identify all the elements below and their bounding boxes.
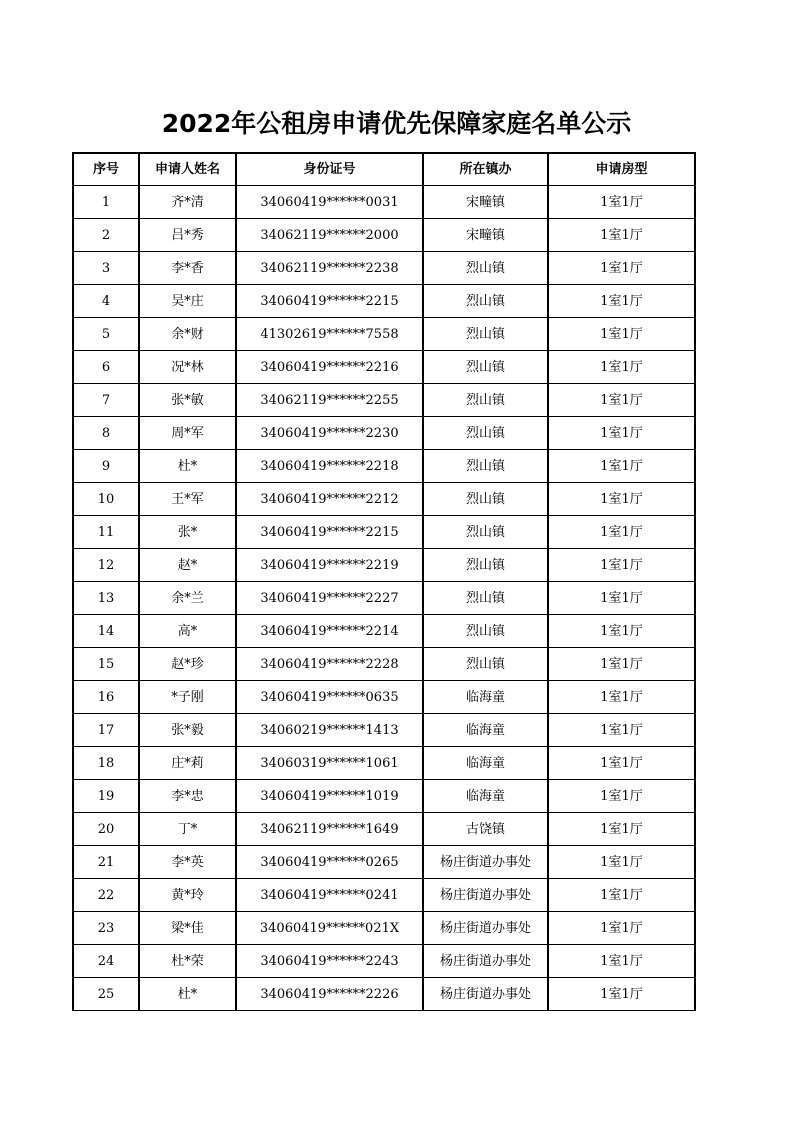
cell-room-type: 1室1厅	[547, 384, 696, 417]
cell-room-type: 1室1厅	[547, 978, 696, 1011]
cell-room-type: 1室1厅	[547, 681, 696, 714]
cell-id-number: 34062119******2255	[235, 384, 422, 417]
table-row	[72, 318, 696, 351]
cell-room-type: 1室1厅	[547, 186, 696, 219]
cell-room-type: 1室1厅	[547, 879, 696, 912]
header-cell-index: 序号	[72, 152, 138, 186]
table-header	[72, 152, 696, 186]
cell-id-number: 34060419******2219	[235, 549, 422, 582]
table-row	[72, 780, 696, 813]
cell-town: 烈山镇	[422, 417, 547, 450]
cell-room-type: 1室1厅	[547, 912, 696, 945]
table-row	[72, 615, 696, 648]
table-body	[72, 186, 696, 1011]
applicant-table	[72, 152, 696, 1011]
cell-town: 杨庄街道办事处	[422, 879, 547, 912]
table-row	[72, 219, 696, 252]
cell-id-number: 34060219******1413	[235, 714, 422, 747]
cell-index: 23	[72, 912, 138, 945]
table-row	[72, 945, 696, 978]
cell-town: 临海童	[422, 714, 547, 747]
cell-name: 况*林	[138, 351, 235, 384]
cell-town: 烈山镇	[422, 351, 547, 384]
cell-id-number: 34060419******1019	[235, 780, 422, 813]
cell-town: 临海童	[422, 747, 547, 780]
cell-index: 11	[72, 516, 138, 549]
cell-index: 9	[72, 450, 138, 483]
table-row	[72, 351, 696, 384]
cell-name: 黄*玲	[138, 879, 235, 912]
cell-id-number: 34060419******2215	[235, 285, 422, 318]
cell-name: 庄*莉	[138, 747, 235, 780]
cell-town: 烈山镇	[422, 582, 547, 615]
table-row	[72, 384, 696, 417]
cell-town: 杨庄街道办事处	[422, 978, 547, 1011]
cell-id-number: 34060419******0031	[235, 186, 422, 219]
table-row	[72, 813, 696, 846]
cell-index: 10	[72, 483, 138, 516]
cell-town: 杨庄街道办事处	[422, 846, 547, 879]
header-cell-room-type: 申请房型	[547, 152, 696, 186]
table-row	[72, 879, 696, 912]
table-row	[72, 516, 696, 549]
cell-id-number: 41302619******7558	[235, 318, 422, 351]
cell-town: 杨庄街道办事处	[422, 945, 547, 978]
cell-index: 24	[72, 945, 138, 978]
header-cell-town: 所在镇办	[422, 152, 547, 186]
cell-index: 19	[72, 780, 138, 813]
cell-name: 余*财	[138, 318, 235, 351]
cell-room-type: 1室1厅	[547, 252, 696, 285]
cell-index: 13	[72, 582, 138, 615]
cell-room-type: 1室1厅	[547, 351, 696, 384]
cell-index: 3	[72, 252, 138, 285]
table-row	[72, 747, 696, 780]
cell-town: 宋疃镇	[422, 186, 547, 219]
table-row	[72, 714, 696, 747]
cell-index: 20	[72, 813, 138, 846]
cell-town: 宋疃镇	[422, 219, 547, 252]
cell-name: 高*	[138, 615, 235, 648]
cell-name: 李*忠	[138, 780, 235, 813]
cell-index: 25	[72, 978, 138, 1011]
cell-room-type: 1室1厅	[547, 813, 696, 846]
cell-id-number: 34060419******2243	[235, 945, 422, 978]
cell-name: 梁*佳	[138, 912, 235, 945]
cell-id-number: 34060419******2216	[235, 351, 422, 384]
cell-id-number: 34060419******2227	[235, 582, 422, 615]
cell-id-number: 34060419******2228	[235, 648, 422, 681]
header-cell-id-number: 身份证号	[235, 152, 422, 186]
cell-town: 烈山镇	[422, 318, 547, 351]
cell-id-number: 34060419******2230	[235, 417, 422, 450]
cell-name: 杜*	[138, 978, 235, 1011]
cell-id-number: 34060419******2212	[235, 483, 422, 516]
cell-room-type: 1室1厅	[547, 318, 696, 351]
cell-town: 杨庄街道办事处	[422, 912, 547, 945]
cell-id-number: 34060419******0635	[235, 681, 422, 714]
table-row	[72, 285, 696, 318]
cell-name: 张*	[138, 516, 235, 549]
table-row	[72, 978, 696, 1011]
cell-index: 14	[72, 615, 138, 648]
cell-town: 烈山镇	[422, 252, 547, 285]
cell-index: 16	[72, 681, 138, 714]
cell-index: 2	[72, 219, 138, 252]
cell-town: 烈山镇	[422, 450, 547, 483]
cell-name: 吕*秀	[138, 219, 235, 252]
cell-town: 烈山镇	[422, 615, 547, 648]
cell-room-type: 1室1厅	[547, 219, 696, 252]
cell-name: 李*英	[138, 846, 235, 879]
table-row	[72, 450, 696, 483]
cell-name: 赵*	[138, 549, 235, 582]
cell-room-type: 1室1厅	[547, 582, 696, 615]
cell-name: 张*毅	[138, 714, 235, 747]
cell-name: 杜*荣	[138, 945, 235, 978]
cell-room-type: 1室1厅	[547, 714, 696, 747]
cell-index: 21	[72, 846, 138, 879]
cell-room-type: 1室1厅	[547, 846, 696, 879]
table-row	[72, 483, 696, 516]
cell-name: 周*军	[138, 417, 235, 450]
cell-town: 烈山镇	[422, 516, 547, 549]
cell-id-number: 34060419******2215	[235, 516, 422, 549]
cell-town: 烈山镇	[422, 483, 547, 516]
cell-index: 12	[72, 549, 138, 582]
table-row	[72, 186, 696, 219]
cell-name: 杜*	[138, 450, 235, 483]
cell-room-type: 1室1厅	[547, 615, 696, 648]
cell-index: 1	[72, 186, 138, 219]
cell-id-number: 34060419******0265	[235, 846, 422, 879]
cell-id-number: 34060319******1061	[235, 747, 422, 780]
cell-room-type: 1室1厅	[547, 285, 696, 318]
cell-id-number: 34062119******2000	[235, 219, 422, 252]
cell-town: 烈山镇	[422, 549, 547, 582]
cell-room-type: 1室1厅	[547, 747, 696, 780]
cell-town: 烈山镇	[422, 384, 547, 417]
cell-id-number: 34060419******0241	[235, 879, 422, 912]
cell-name: 齐*清	[138, 186, 235, 219]
cell-room-type: 1室1厅	[547, 780, 696, 813]
cell-index: 22	[72, 879, 138, 912]
cell-index: 18	[72, 747, 138, 780]
table-row	[72, 252, 696, 285]
cell-town: 烈山镇	[422, 285, 547, 318]
cell-town: 烈山镇	[422, 648, 547, 681]
table-row	[72, 648, 696, 681]
cell-room-type: 1室1厅	[547, 549, 696, 582]
cell-index: 17	[72, 714, 138, 747]
cell-id-number: 34060419******2214	[235, 615, 422, 648]
cell-room-type: 1室1厅	[547, 417, 696, 450]
cell-index: 4	[72, 285, 138, 318]
cell-name: 吴*庄	[138, 285, 235, 318]
header-cell-name: 申请人姓名	[138, 152, 235, 186]
cell-id-number: 34062119******2238	[235, 252, 422, 285]
cell-town: 临海童	[422, 780, 547, 813]
cell-index: 15	[72, 648, 138, 681]
cell-index: 7	[72, 384, 138, 417]
cell-name: 张*敏	[138, 384, 235, 417]
cell-index: 6	[72, 351, 138, 384]
cell-name: 赵*珍	[138, 648, 235, 681]
cell-id-number: 34062119******1649	[235, 813, 422, 846]
table-row	[72, 681, 696, 714]
cell-name: 余*兰	[138, 582, 235, 615]
table-row	[72, 417, 696, 450]
cell-id-number: 34060419******2226	[235, 978, 422, 1011]
cell-room-type: 1室1厅	[547, 450, 696, 483]
cell-town: 临海童	[422, 681, 547, 714]
cell-name: *子刚	[138, 681, 235, 714]
cell-town: 古饶镇	[422, 813, 547, 846]
cell-id-number: 34060419******021X	[235, 912, 422, 945]
cell-room-type: 1室1厅	[547, 516, 696, 549]
cell-name: 王*军	[138, 483, 235, 516]
table-row	[72, 846, 696, 879]
cell-room-type: 1室1厅	[547, 945, 696, 978]
table-row	[72, 912, 696, 945]
page-title: 2022年公租房申请优先保障家庭名单公示	[161, 109, 632, 138]
cell-room-type: 1室1厅	[547, 483, 696, 516]
table-row	[72, 549, 696, 582]
cell-name: 丁*	[138, 813, 235, 846]
cell-name: 李*香	[138, 252, 235, 285]
cell-id-number: 34060419******2218	[235, 450, 422, 483]
table-row	[72, 582, 696, 615]
cell-index: 8	[72, 417, 138, 450]
cell-index: 5	[72, 318, 138, 351]
cell-room-type: 1室1厅	[547, 648, 696, 681]
